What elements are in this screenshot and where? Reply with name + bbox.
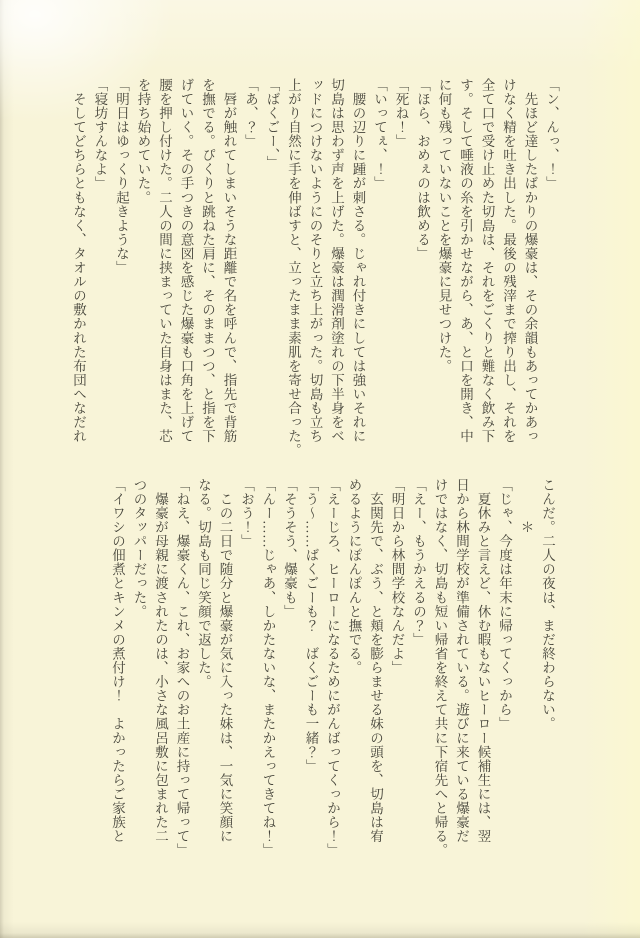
scene-break-marker: ＊	[518, 478, 534, 535]
text-line: 「えーじろ、ヒーローになるためにがんばってくっから！」	[325, 478, 340, 858]
text-line: 「おう！」	[239, 478, 254, 549]
text-line: 腰の辺りに踵が刺さる。じゃれ付きにしては強いそれに	[350, 78, 366, 444]
text-line: 「明日はゆっくり起きような」	[114, 78, 129, 275]
text-line: 「死ね！」	[393, 78, 409, 149]
text-line: 唇が触れてしまいそうな距離で名を呼んで、指先で背筋	[221, 78, 237, 444]
text-line: 「いってぇ、！」	[372, 78, 387, 191]
text-line: 「寝坊すんなよ」	[92, 78, 108, 191]
text-line: 爆豪が母親に渡されたのは、小さな風呂敷に包まれた二	[153, 478, 168, 844]
text-line: けなく精を吐き出した。最後の残滓まで搾り出し、それを	[501, 78, 516, 444]
text-line: を持ち始めていた。	[135, 78, 151, 205]
lower-text-block	[107, 478, 559, 858]
text-line: 「ねえ、爆豪くん、これ、お家へのお土産に持って帰って」	[174, 478, 190, 858]
text-line: を撫でる。ぴくりと跳ねた肩に、そのままつつ、と指を下	[200, 78, 215, 444]
text-line: 「明日から林間学校なんだよ」	[389, 478, 405, 675]
text-line: めるようにぽんぽんと撫でる。	[346, 478, 362, 675]
text-line: 「ばくごー、」	[264, 78, 280, 170]
text-line: 切島は思わず声を上げた。爆豪は潤滑剤塗れの下半身をベ	[329, 78, 344, 444]
text-line: 「ン、んっ、！」	[544, 78, 559, 191]
text-line: 「あ、？」	[243, 78, 258, 149]
text-line: 先ほど達したばかりの爆豪は、その余韻もあってかあっ	[522, 78, 538, 444]
upper-text-block	[68, 78, 563, 458]
text-line: この二日で随分と爆豪が気に入った妹は、一気に笑顔に	[217, 478, 233, 844]
text-line: つのタッパーだった。	[131, 478, 147, 619]
text-line: に何も残っていないことを爆豪に見せつけた。	[436, 78, 452, 374]
text-line: けではなく、切島も短い帰省を終えて共に下宿先へと帰る。	[432, 478, 448, 858]
text-line: 「イワシの佃煮とキンメの煮付け！ よかったらご家族と	[110, 478, 125, 844]
text-line: げていく。その手つきの意図を感じた爆豪も口角を上げて	[178, 78, 194, 444]
text-line: 夏休みと言えど、休む暇もないヒーロー候補生には、翌	[475, 478, 491, 844]
text-line: こんだ。二人の夜は、まだ終わらない。	[540, 478, 555, 731]
text-line: 「じゃ、今度は年末に帰ってくっから」	[497, 478, 512, 731]
text-line: 「んー……じゃあ、しかたないな、またかえってきてね！」	[260, 478, 276, 858]
text-line: 全て口で受け止めた切島は、それをごくりと難なく飲み下	[479, 78, 495, 444]
text-line: なる。切島も同じ笑顔で返した。	[196, 478, 211, 689]
text-line: 日から林間学校が準備されている。遊びに来ている爆豪だ	[454, 478, 469, 844]
text-line: 「そうそう、爆豪も」	[282, 478, 297, 619]
text-line: ッドにつけないようにのそりと立ち上がった。切島も立ち	[307, 78, 323, 444]
text-line: 上がり自然に手を伸ばすと、立ったまま素肌を寄せ合った。	[286, 78, 301, 458]
text-line: 玄関先で、ぶう、と頬を膨らませる妹の頭を、切島は宥	[368, 478, 383, 844]
text-line: 腰を押し付けた。二人の間に挟まっていた自身はまた、芯	[157, 78, 172, 444]
text-line: 「ほら、おめぇのは飲める」	[415, 78, 430, 261]
text-line: す。そして唾液の糸を引かせながら、あ、と口を開き、中	[458, 78, 473, 444]
text-line: そしてどちらともなく、タオルの敷かれた布団へなだれ	[71, 78, 86, 444]
text-line: 「えー、もうかえるの？」	[411, 478, 426, 647]
text-line: 「う〜……ばくごーも？ ばくごーも一緒？」	[303, 478, 319, 774]
